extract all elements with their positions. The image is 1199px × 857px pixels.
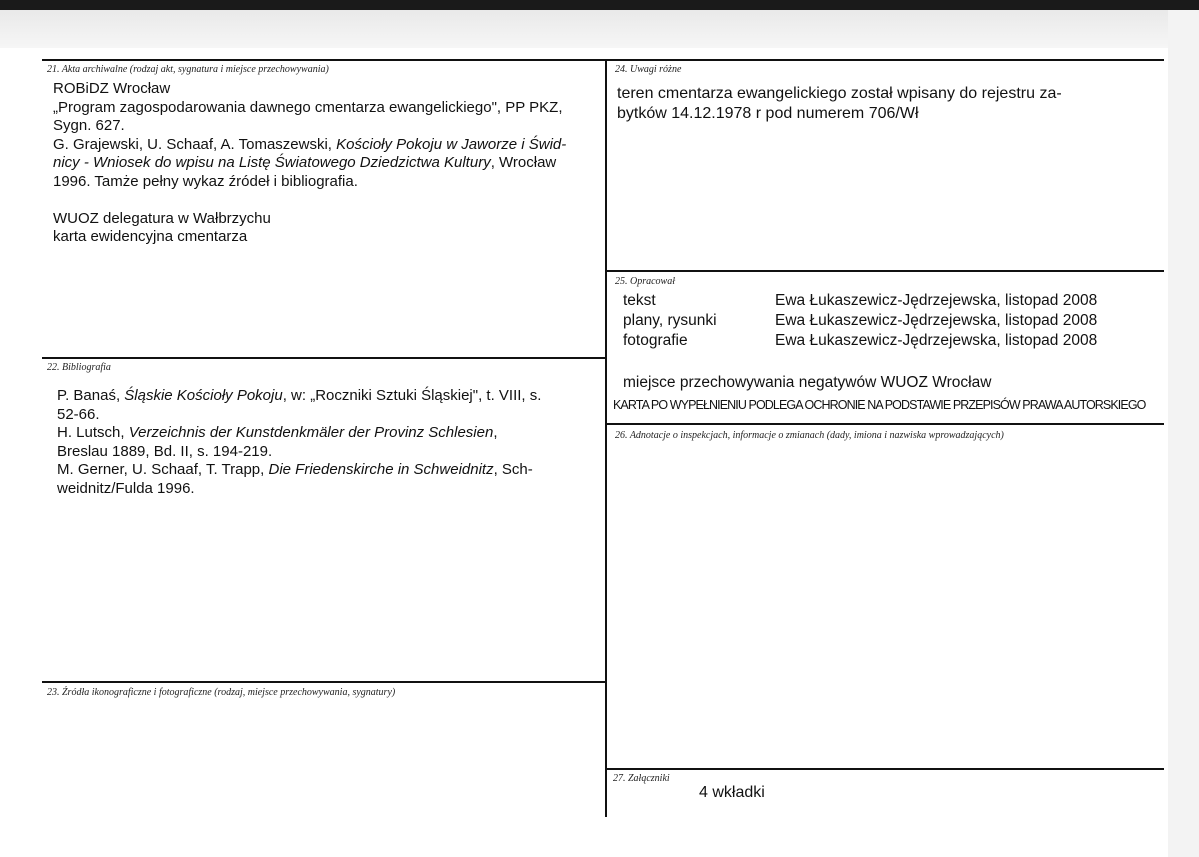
text-line: Breslau 1889, Bd. II, s. 194-219. bbox=[57, 442, 273, 460]
rule-21-22 bbox=[42, 357, 606, 359]
text-line bbox=[53, 191, 566, 210]
section-24-line1: teren cmentarza ewangelickiego został wpisany do rejestru za- bbox=[617, 85, 1062, 102]
vertical-divider bbox=[605, 59, 607, 817]
rule-24-25 bbox=[606, 270, 1164, 272]
row-plany-key: plany, rysunki bbox=[623, 312, 717, 329]
row-tekst-key: tekst bbox=[623, 292, 656, 309]
text-line: H. Lutsch, Verzeichnis der Kunstdenkmäler der Provinz Schlesien, bbox=[57, 424, 498, 441]
section-21-content bbox=[53, 80, 566, 247]
text-line: Sygn. 627. bbox=[53, 117, 125, 134]
text-line: P. Banaś, Śląskie Kościoły Pokoju, w: „Roczniki Sztuki Śląskiej", t. VIII, s. bbox=[57, 387, 542, 404]
text-line: weidnitz/Fulda 1996. bbox=[57, 479, 195, 497]
row-fotografie-value: Ewa Łukaszewicz-Jędrzejewska, listopad 2008 bbox=[775, 332, 1098, 349]
text-line: 1996. Tamże pełny wykaz źródeł i bibliografia. bbox=[53, 172, 358, 190]
top-rule-left bbox=[42, 59, 606, 61]
text-line: ROBiDZ Wrocław bbox=[53, 80, 171, 97]
text-line: 52-66. bbox=[57, 405, 100, 423]
scan-top-shadow bbox=[0, 10, 1199, 48]
text-line: M. Gerner, U. Schaaf, T. Trapp, Die Friedenskirche in Schweidnitz, Sch- bbox=[57, 461, 533, 478]
row-tekst-value: Ewa Łukaszewicz-Jędrzejewska, listopad 2008 bbox=[775, 292, 1098, 309]
scan-top-border bbox=[0, 0, 1199, 10]
section-24-line2: bytków 14.12.1978 r pod numerem 706/Wł bbox=[617, 105, 919, 122]
copyright-notice: KARTA PO WYPEŁNIENIU PODLEGA OCHRONIE NA PODSTAWIE PRZEPISÓW PRAWA AUTORSKIEGO bbox=[613, 398, 1146, 412]
section-25-label: 25. Opracował bbox=[615, 276, 675, 287]
section-23-label: 23. Źródła ikonograficzne i fotograficzne (rodzaj, miejsce przechowywania, sygnatury) bbox=[47, 687, 396, 698]
row-plany-value: Ewa Łukaszewicz-Jędrzejewska, listopad 2008 bbox=[775, 312, 1098, 329]
row-fotografie-key: fotografie bbox=[623, 332, 688, 349]
section-21-label: 21. Akta archiwalne (rodzaj akt, sygnatura i miejsce przechowywania) bbox=[47, 64, 329, 75]
scan-right-margin bbox=[1168, 10, 1199, 857]
section-22-label: 22. Bibliografia bbox=[47, 362, 111, 373]
text-line: karta ewidencyjna cmentarza bbox=[53, 228, 248, 245]
attachments-value: 4 wkładki bbox=[699, 784, 765, 801]
rule-25-26 bbox=[606, 423, 1164, 425]
text-line: „Program zagospodarowania dawnego cmentarza ewangelickiego", PP PKZ, bbox=[53, 98, 563, 116]
rule-26-27 bbox=[606, 768, 1164, 770]
section-27-label: 27. Załączniki bbox=[613, 773, 670, 784]
rule-22-23 bbox=[42, 681, 606, 683]
section-22-content bbox=[57, 387, 541, 498]
text-line: nicy - Wniosek do wpisu na Listę Światowego Dziedzictwa Kultury, Wrocław bbox=[53, 154, 557, 171]
section-24-label: 24. Uwagi różne bbox=[615, 64, 682, 75]
top-rule-right bbox=[606, 59, 1164, 61]
negatives-location: miejsce przechowywania negatywów WUOZ Wrocław bbox=[623, 374, 992, 391]
section-26-label: 26. Adnotacje o inspekcjach, informacje o zmianach (dady, imiona i nazwiska wprowadzających) bbox=[615, 430, 1004, 441]
text-line: WUOZ delegatura w Wałbrzychu bbox=[53, 209, 271, 227]
text-line: G. Grajewski, U. Schaaf, A. Tomaszewski, Kościoły Pokoju w Jaworze i Świd- bbox=[53, 135, 567, 153]
